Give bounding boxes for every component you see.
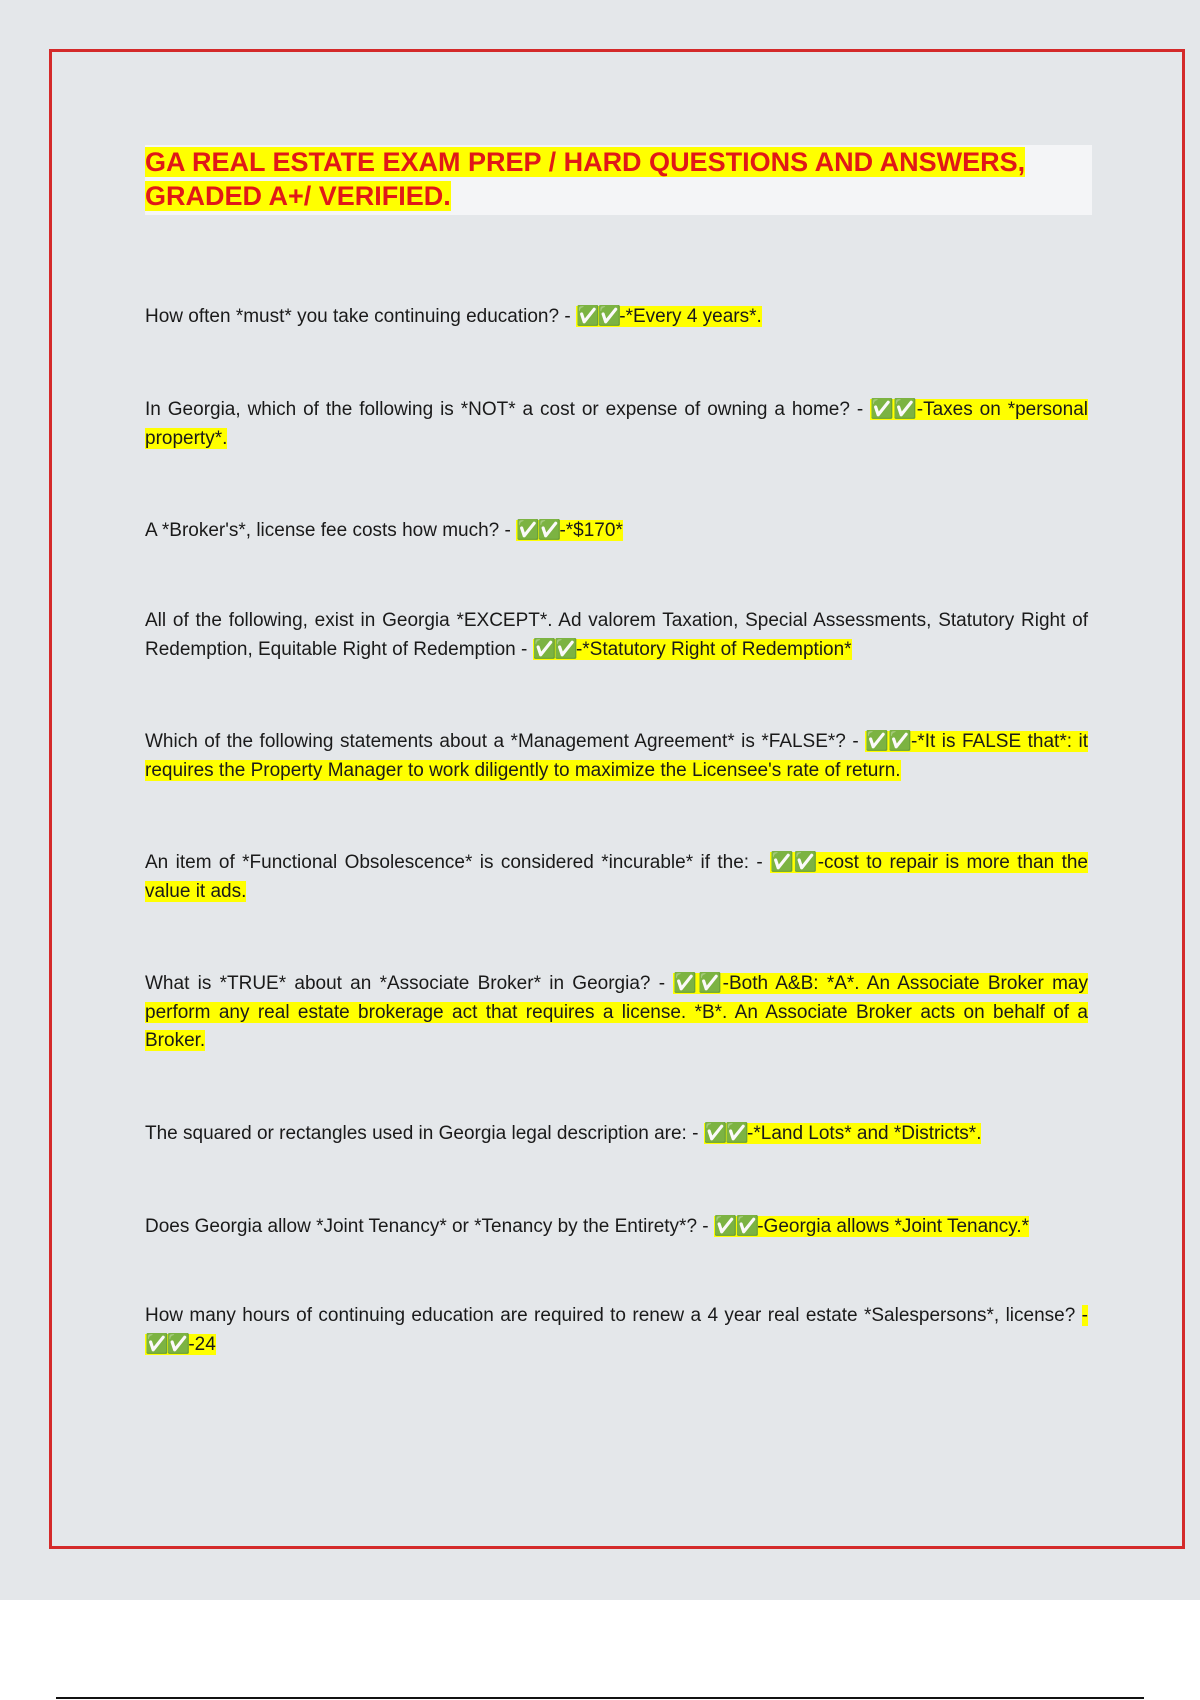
answer-text: -cost to repair is more than the value it ads. bbox=[145, 852, 1088, 902]
qa-item bbox=[145, 607, 1088, 664]
qa-item bbox=[145, 303, 1088, 332]
title-line-1: GA REAL ESTATE EXAM PREP / HARD QUESTIONS AND ANSWERS, bbox=[145, 147, 1026, 177]
answer-text: -*Every 4 years*. bbox=[619, 306, 762, 327]
title-line-2: GRADED A+/ VERIFIED. bbox=[145, 181, 451, 211]
answer-text: -Taxes on *personal property*. bbox=[145, 399, 1088, 449]
answer-text: -Georgia allows *Joint Tenancy.* bbox=[757, 1216, 1030, 1237]
answer-text: -*It is FALSE that*: it requires the Property Manager to work diligently to maximize the Licensee's rate of return. bbox=[145, 731, 1088, 781]
answer-lead: - bbox=[1081, 1305, 1088, 1326]
question-text: An item of *Functional Obsolescence* is considered *incurable* if the: - bbox=[145, 852, 771, 873]
qa-item bbox=[145, 396, 1088, 453]
answer-text: -Both A&B: *A*. An Associate Broker may perform any real estate brokerage act that requires a license. *B*. An Associate Broker acts on behalf of a Broker. bbox=[145, 973, 1088, 1051]
double-check-icon: ✅✅ bbox=[575, 306, 620, 327]
double-check-icon: ✅✅ bbox=[703, 1123, 748, 1144]
question-text: Does Georgia allow *Joint Tenancy* or *Tenancy by the Entirety*? - bbox=[145, 1216, 714, 1237]
double-check-icon: ✅✅ bbox=[870, 399, 917, 420]
double-check-icon: ✅✅ bbox=[516, 520, 560, 541]
double-check-icon: ✅✅ bbox=[532, 638, 576, 660]
answer-text: -*Statutory Right of Redemption* bbox=[575, 638, 852, 660]
double-check-icon: ✅✅ bbox=[145, 1333, 189, 1355]
question-text: All of the following, exist in Georgia *EXCEPT*. Ad valorem Taxation, Special Assessments, Statutory Right of Redemption, Equitable Right of Redemption - bbox=[145, 610, 1088, 660]
answer-text: -24 bbox=[188, 1333, 216, 1355]
question-text: How often *must* you take continuing education? - bbox=[145, 306, 576, 327]
qa-item bbox=[145, 517, 1088, 546]
answer-highlight bbox=[576, 306, 762, 327]
answer-highlight bbox=[516, 520, 623, 541]
footer-divider bbox=[56, 1697, 1144, 1699]
question-text: What is *TRUE* about an *Associate Broker* in Georgia? - bbox=[145, 973, 674, 994]
document-title bbox=[145, 145, 1092, 213]
question-text: The squared or rectangles used in Georgia legal description are: - bbox=[145, 1123, 704, 1144]
qa-item bbox=[145, 728, 1088, 785]
double-check-icon: ✅✅ bbox=[713, 1216, 758, 1237]
question-text: Which of the following statements about a *Management Agreement* is *FALSE*? - bbox=[145, 731, 866, 752]
double-check-icon: ✅✅ bbox=[770, 852, 818, 873]
answer-text: -*$170* bbox=[559, 520, 623, 541]
double-check-icon: ✅✅ bbox=[865, 731, 911, 752]
answer-highlight bbox=[533, 639, 852, 660]
question-text: A *Broker's*, license fee costs how much? - bbox=[145, 520, 517, 541]
question-text: How many hours of continuing education are required to renew a 4 year real estate *Salespersons*, license? bbox=[145, 1305, 1082, 1326]
answer-highlight bbox=[714, 1216, 1029, 1237]
answer-highlight bbox=[704, 1123, 982, 1144]
qa-item bbox=[145, 1302, 1088, 1359]
qa-item bbox=[145, 1213, 1088, 1242]
qa-item bbox=[145, 1120, 1088, 1149]
double-check-icon: ✅✅ bbox=[673, 973, 723, 994]
question-text: In Georgia, which of the following is *NOT* a cost or expense of owning a home? - bbox=[145, 399, 871, 420]
qa-item bbox=[145, 849, 1088, 906]
qa-item bbox=[145, 970, 1088, 1056]
answer-text: -*Land Lots* and *Districts*. bbox=[747, 1123, 982, 1144]
